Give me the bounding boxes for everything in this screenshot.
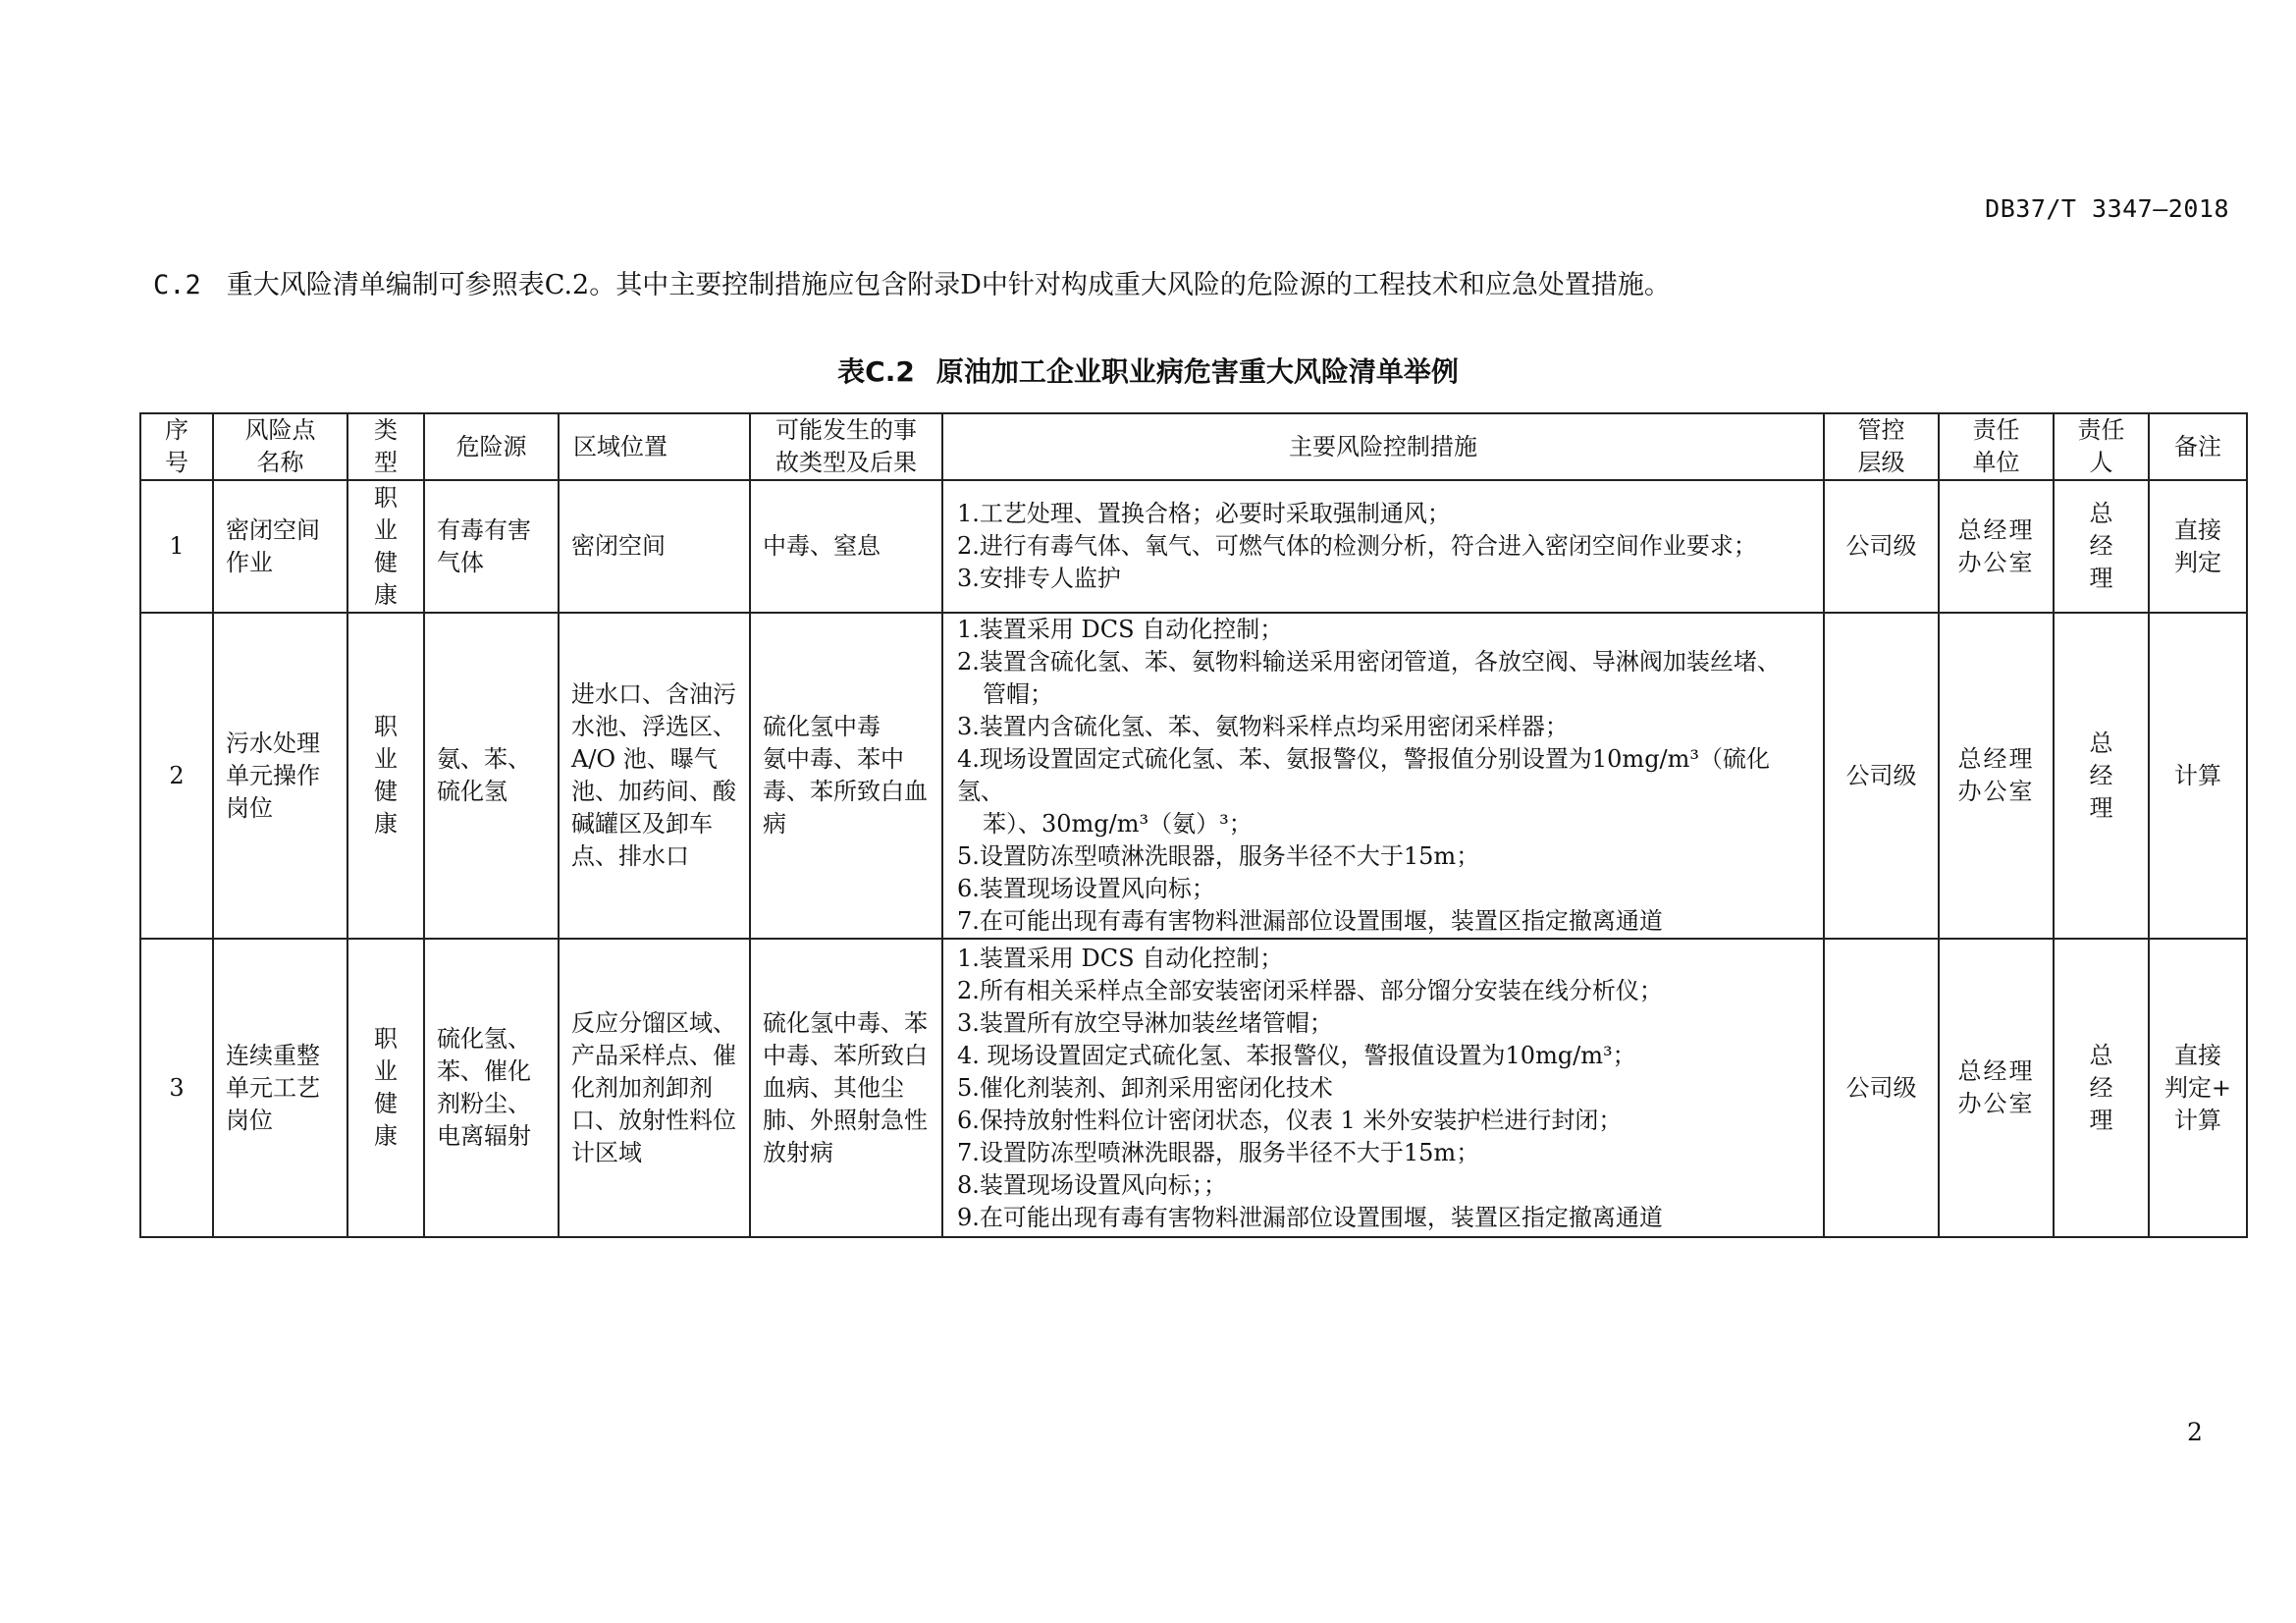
cell-resp-person: 总 经 理 [2054, 939, 2149, 1237]
clause-text: 重大风险清单编制可参照表C.2。其中主要控制措施应包含附录D中针对构成重大风险的危险源的工程技术和应急处置措施。 [226, 270, 1671, 300]
cell-type: 职 业 健 康 [347, 480, 424, 613]
cell-remark: 计算 [2149, 613, 2247, 939]
cell-type: 职 业 健 康 [347, 939, 424, 1237]
cell-hazard-source: 硫化氢、 苯、催化 剂粉尘、 电离辐射 [424, 939, 559, 1237]
clause-paragraph [153, 263, 1671, 301]
table-row [140, 939, 2247, 1237]
cell-control-level: 公司级 [1824, 613, 1939, 939]
clause-number: C.2 [153, 270, 201, 300]
cell-resp-unit: 总经理 办公室 [1939, 613, 2054, 939]
table-caption [0, 351, 2296, 390]
cell-remark: 直接 判定+ 计算 [2149, 939, 2247, 1237]
header-control-level: 管控 层级 [1824, 413, 1939, 480]
header-hazard-source: 危险源 [424, 413, 559, 480]
cell-accident: 硫化氢中毒、苯 中毒、苯所致白 血病、其他尘 肺、外照射急性 放射病 [750, 939, 942, 1237]
table-row [140, 613, 2247, 939]
cell-resp-person: 总 经 理 [2054, 613, 2149, 939]
cell-risk-point: 污水处理 单元操作 岗位 [213, 613, 347, 939]
cell-resp-person: 总 经 理 [2054, 480, 2149, 613]
header-remark: 备注 [2149, 413, 2247, 480]
cell-seq: 2 [140, 613, 213, 939]
cell-hazard-source: 氨、苯、 硫化氢 [424, 613, 559, 939]
cell-seq: 3 [140, 939, 213, 1237]
cell-accident: 硫化氢中毒 氨中毒、苯中 毒、苯所致白血 病 [750, 613, 942, 939]
cell-risk-point: 密闭空间 作业 [213, 480, 347, 613]
header-resp-unit: 责任 单位 [1939, 413, 2054, 480]
page-number: 2 [2187, 1418, 2203, 1446]
cell-risk-point: 连续重整 单元工艺 岗位 [213, 939, 347, 1237]
header-seq: 序 号 [140, 413, 213, 480]
cell-area: 密闭空间 [559, 480, 750, 613]
header-resp-person: 责任 人 [2054, 413, 2149, 480]
cell-accident: 中毒、窒息 [750, 480, 942, 613]
header-risk-point: 风险点 名称 [213, 413, 347, 480]
cell-control-level: 公司级 [1824, 939, 1939, 1237]
cell-remark: 直接 判定 [2149, 480, 2247, 613]
cell-resp-unit: 总经理 办公室 [1939, 480, 2054, 613]
header-area: 区域位置 [559, 413, 750, 480]
cell-seq: 1 [140, 480, 213, 613]
cell-type: 职 业 健 康 [347, 613, 424, 939]
table-title: 原油加工企业职业病危害重大风险清单举例 [935, 355, 1459, 388]
cell-measures: 1.装置采用 DCS 自动化控制； 2.装置含硫化氢、苯、氨物料输送采用密闭管道，各放空阀、导淋阀加装丝堵、 管帽； 3.装置内含硫化氢、苯、氨物料采样点均采用密闭采样器； 4.现场设置固定式硫化氢、苯、氨报警仪，警报值分别设置为10mg/m³（硫化氢、 苯）、30mg/m³（氨）³； 5.设置防冻型喷淋洗眼器，服务半径不大于15m； 6.装置现场设置风向标； 7.在可能出现有毒有害物料泄漏部位设置围堰，装置区指定撤离通道 [942, 613, 1824, 939]
cell-control-level: 公司级 [1824, 480, 1939, 613]
cell-measures: 1.装置采用 DCS 自动化控制； 2.所有相关采样点全部安装密闭采样器、部分馏分安装在线分析仪； 3.装置所有放空导淋加装丝堵管帽； 4. 现场设置固定式硫化氢、苯报警仪，警报值设置为10mg/m³； 5.催化剂装剂、卸剂采用密闭化技术 6.保持放射性料位计密闭状态，仪表 1 米外安装护栏进行封闭； 7.设置防冻型喷淋洗眼器，服务半径不大于15m； 8.装置现场设置风向标；； 9.在可能出现有毒有害物料泄漏部位设置围堰，装置区指定撤离通道 [942, 939, 1824, 1237]
cell-resp-unit: 总经理 办公室 [1939, 939, 2054, 1237]
header-measures: 主要风险控制措施 [942, 413, 1824, 480]
table-row [140, 480, 2247, 613]
header-type: 类 型 [347, 413, 424, 480]
cell-area: 反应分馏区域、 产品采样点、催 化剂加剂卸剂 口、放射性料位 计区域 [559, 939, 750, 1237]
table-header-row [140, 413, 2247, 480]
cell-hazard-source: 有毒有害 气体 [424, 480, 559, 613]
table-number: 表C.2 [837, 355, 915, 388]
header-accident: 可能发生的事 故类型及后果 [750, 413, 942, 480]
cell-measures: 1.工艺处理、置换合格；必要时采取强制通风； 2.进行有毒气体、氧气、可燃气体的检测分析，符合进入密闭空间作业要求； 3.安排专人监护 [942, 480, 1824, 613]
document-code: DB37/T 3347—2018 [1985, 194, 2229, 223]
risk-table [139, 412, 2248, 1238]
cell-area: 进水口、含油污 水池、浮选区、 A/O 池、曝气 池、加药间、酸 碱罐区及卸车 点、排水口 [559, 613, 750, 939]
